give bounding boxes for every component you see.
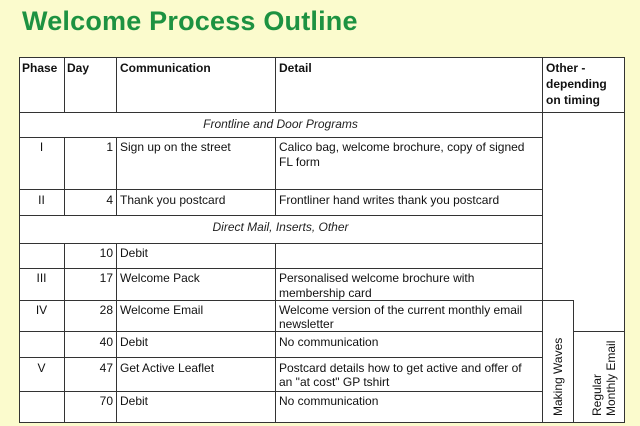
col-line-comm <box>275 243 276 423</box>
row6-detail-line1: No communication <box>279 335 379 349</box>
row1-phase: I <box>39 140 44 154</box>
row4-day: 17 <box>99 271 113 285</box>
row-line-other <box>542 112 625 113</box>
row2-detail-line1: Frontliner hand writes thank you postcard <box>279 193 500 207</box>
row5-detail-line1: Welcome version of the current monthly email <box>279 303 523 317</box>
section-direct-mail: Direct Mail, Inserts, Other <box>212 220 349 234</box>
col-line-phase <box>64 57 65 112</box>
row5-detail-line2: newsletter <box>279 317 334 331</box>
row-line <box>19 215 543 216</box>
row-line <box>19 268 543 269</box>
row7-day: 47 <box>99 361 113 375</box>
making-waves-label: Making Waves <box>551 337 565 416</box>
row3-communication: Debit <box>120 246 149 260</box>
row7-detail-line2: an "at cost" GP tshirt <box>279 375 390 389</box>
row-line <box>19 391 543 392</box>
section-frontline: Frontline and Door Programs <box>203 117 358 131</box>
table-border-bottom <box>19 422 625 423</box>
regular-email-label-line2: Monthly Email <box>604 340 618 416</box>
col-line-other-split <box>573 300 574 423</box>
col-line-comm <box>275 137 276 215</box>
row2-phase: II <box>38 193 45 207</box>
header-phase: Phase <box>22 61 58 75</box>
header-detail: Detail <box>279 61 312 75</box>
header-other-line3: on timing <box>546 93 600 107</box>
row7-phase: V <box>37 361 46 375</box>
col-line-day <box>116 137 117 215</box>
header-communication: Communication <box>120 61 211 75</box>
process-table <box>19 57 625 423</box>
col-line-comm <box>275 57 276 112</box>
header-other-line2: depending <box>546 77 607 91</box>
row1-communication: Sign up on the street <box>120 140 231 154</box>
row4-detail-line2: membership card <box>279 286 372 300</box>
row8-detail-line1: No communication <box>279 394 379 408</box>
row2-day: 4 <box>106 193 113 207</box>
row8-day: 70 <box>99 394 113 408</box>
row6-day: 40 <box>99 335 113 349</box>
row5-communication: Welcome Email <box>120 303 204 317</box>
header-day: Day <box>67 61 90 75</box>
row7-detail-line1: Postcard details how to get active and offer of <box>279 361 522 375</box>
row5-phase: IV <box>35 303 48 317</box>
row1-day: 1 <box>106 140 113 154</box>
row6-communication: Debit <box>120 335 149 349</box>
col-line-day <box>116 57 117 112</box>
row4-phase: III <box>36 271 47 285</box>
regular-email-label-line1: Regular <box>590 373 604 416</box>
row1-detail-line2: FL form <box>279 155 320 169</box>
col-line-day <box>116 243 117 423</box>
row4-detail-line1: Personalised welcome brochure with <box>279 271 475 285</box>
row-line <box>19 243 543 244</box>
row1-detail-line1: Calico bag, welcome brochure, copy of signed <box>279 140 525 154</box>
header-other-line1: Other - <box>546 61 586 75</box>
row3-day: 10 <box>99 246 113 260</box>
row-line <box>19 137 543 138</box>
page-title: Welcome Process Outline <box>22 6 358 36</box>
row7-communication: Get Active Leaflet <box>120 361 215 375</box>
row5-day: 28 <box>99 303 113 317</box>
row-line <box>19 112 543 113</box>
table-border-top <box>19 57 625 58</box>
row2-communication: Thank you postcard <box>120 193 226 207</box>
row-line <box>19 357 543 358</box>
row4-communication: Welcome Pack <box>120 271 200 285</box>
row-line-other <box>573 331 625 332</box>
row8-communication: Debit <box>120 394 149 408</box>
row-line <box>19 189 543 190</box>
